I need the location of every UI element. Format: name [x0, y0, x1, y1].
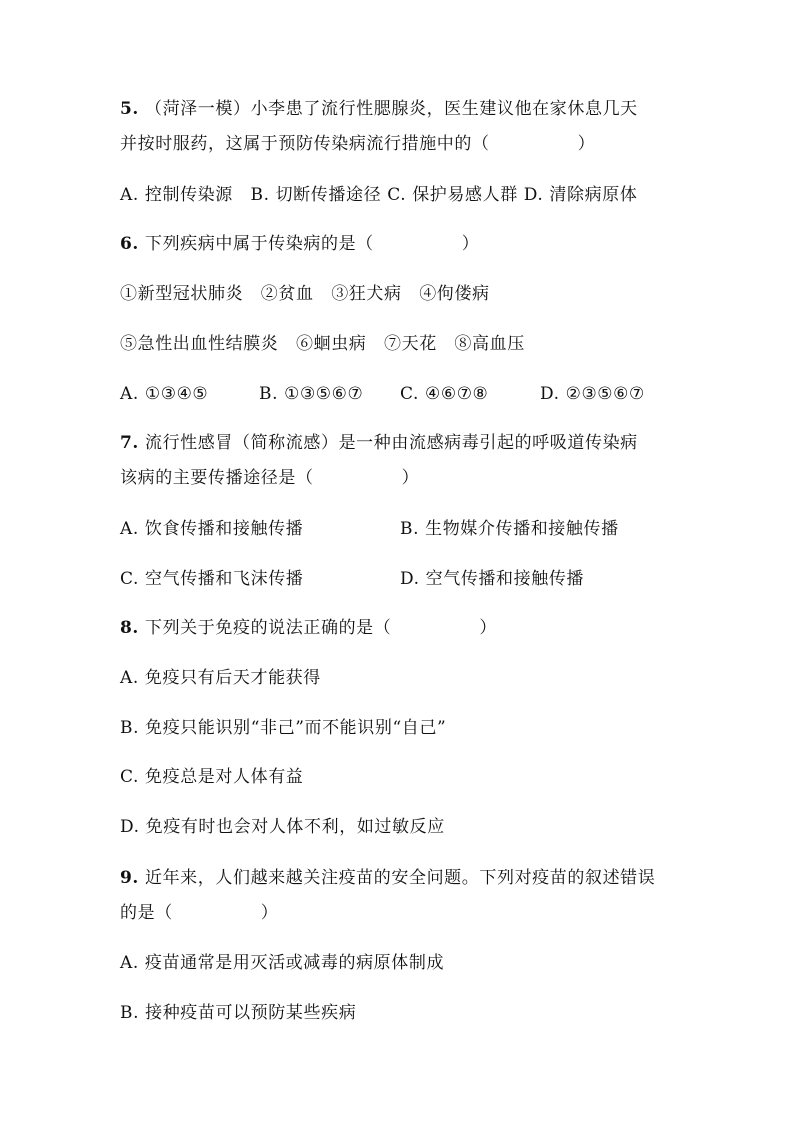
question-6-items-2: ⑤急性出血性结膜炎 ⑥蛔虫病 ⑦天花 ⑧高血压: [120, 334, 525, 354]
question-7-option-d: D. 空气传播和接触传播: [400, 569, 585, 589]
question-5-options: A. 控制传染源 B. 切断传播途径 C. 保护易感人群 D. 清除病原体: [120, 185, 638, 205]
question-5-stem-2: 并按时服药，这属于预防传染病流行措施中的（ ）: [120, 134, 596, 154]
question-7-option-b: B. 生物媒介传播和接触传播: [400, 519, 619, 539]
question-6-option-a: A. ①③④⑤: [120, 384, 209, 404]
question-7-line-1: [120, 431, 638, 455]
question-5-line-1: [120, 97, 638, 121]
question-9-stem-2: 的是（ ）: [120, 903, 279, 923]
question-6-line-1: [120, 232, 479, 256]
question-7-option-c: C. 空气传播和飞沫传播: [120, 569, 304, 589]
question-7-stem-2: 该病的主要传播途径是（ ）: [120, 468, 420, 488]
question-8-line-1: [120, 616, 497, 640]
question-7-number: 7.: [120, 433, 139, 453]
question-6-number: 6.: [120, 234, 139, 254]
question-6-stem: 下列疾病中属于传染病的是（ ）: [144, 234, 480, 254]
question-8-stem: 下列关于免疫的说法正确的是（ ）: [144, 618, 497, 638]
question-5-stem-1: （菏泽一模）小李患了流行性腮腺炎，医生建议他在家休息几天: [144, 99, 638, 119]
question-6-option-d: D. ②③⑤⑥⑦: [540, 384, 645, 404]
question-9-stem-1: 近年来，人们越来越关注疫苗的安全问题。下列对疫苗的叙述错误: [144, 868, 656, 888]
question-5-number: 5.: [120, 99, 139, 119]
question-6-option-b: B. ①③⑤⑥⑦: [259, 384, 364, 404]
question-6-items-1: ①新型冠状肺炎 ②贫血 ③狂犬病 ④佝偻病: [120, 284, 490, 304]
question-9-option-b: B. 接种疫苗可以预防某些疾病: [120, 1003, 357, 1023]
question-9-option-a: A. 疫苗通常是用灭活或减毒的病原体制成: [120, 953, 445, 973]
question-9-number: 9.: [120, 868, 139, 888]
question-8-option-c: C. 免疫总是对人体有益: [120, 767, 304, 787]
question-7-option-a: A. 饮食传播和接触传播: [120, 519, 304, 539]
question-8-option-a: A. 免疫只有后天才能获得: [120, 668, 321, 688]
question-8-option-d: D. 免疫有时也会对人体不利，如过敏反应: [120, 817, 445, 837]
question-6-option-c: C. ④⑥⑦⑧: [400, 384, 489, 404]
question-8-number: 8.: [120, 618, 139, 638]
question-7-stem-1: 流行性感冒（简称流感）是一种由流感病毒引起的呼吸道传染病: [144, 433, 638, 453]
question-8-option-b: B. 免疫只能识别“非己”而不能识别“自己”: [120, 718, 447, 738]
question-9-line-1: [120, 866, 655, 890]
